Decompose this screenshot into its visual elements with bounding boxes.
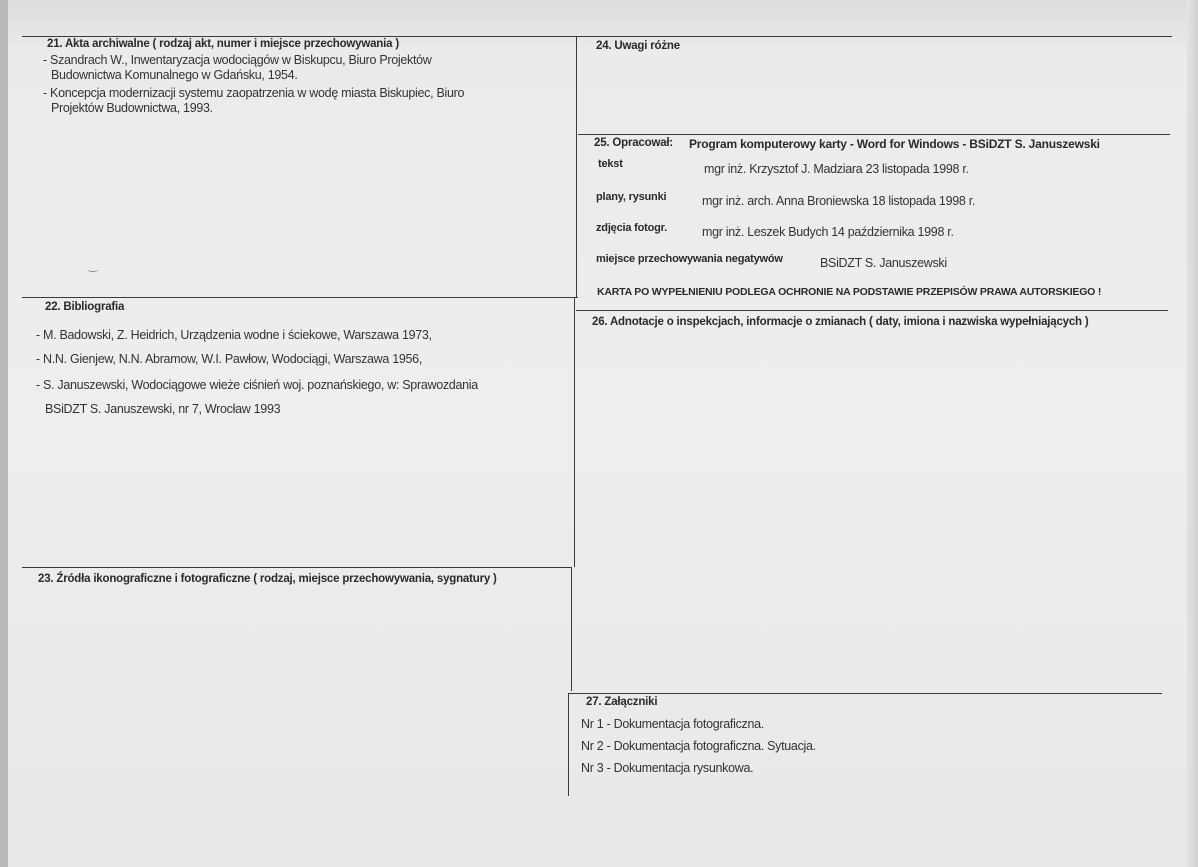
center-divider-lower xyxy=(571,567,572,691)
negatives-location-value: BSiDZT S. Januszewski xyxy=(820,256,947,270)
author-label-text: tekst xyxy=(598,158,623,170)
section-25-title: 25. Opracował: xyxy=(594,137,674,149)
author-value-text: mgr inż. Krzysztof J. Madziara 23 listopada 1998 r. xyxy=(704,162,969,176)
section-23-title: 23. Źródła ikonograficzne i fotograficzne ( rodzaj, miejsce przechowywania, sygnatury ) xyxy=(38,573,497,585)
section-26-title: 26. Adnotacje o inspekcjach, informacje o zmianach ( daty, imiona i nazwiska wypełniających ) xyxy=(592,316,1089,328)
card-right-edge xyxy=(1186,0,1198,867)
author-label-plans: plany, rysunki xyxy=(596,191,667,203)
archive-entry-line: - Szandrach W., Inwentaryzacja wodociągów w Biskupcu, Biuro Projektów xyxy=(43,53,432,67)
rule-25-26 xyxy=(576,310,1168,311)
section-22-title: 22. Bibliografia xyxy=(45,301,125,313)
author-value-plans: mgr inż. arch. Anna Broniewska 18 listopada 1998 r. xyxy=(702,194,976,208)
rule-24-25 xyxy=(578,134,1170,135)
rule-21-22 xyxy=(22,297,578,298)
bibliography-entry: - S. Januszewski, Wodociągowe wieże ciśnień woj. poznańskiego, w: Sprawozdania xyxy=(36,378,478,392)
top-rule xyxy=(22,36,1172,37)
archive-entry-line: - Koncepcja modernizacji systemu zaopatrzenia w wodę miasta Biskupiec, Biuro xyxy=(43,86,465,100)
center-divider-bottom xyxy=(568,693,569,796)
archive-entry-line: Budownictwa Komunalnego w Gdańsku, 1954. xyxy=(51,68,298,82)
bibliography-entry: BSiDZT S. Januszewski, nr 7, Wrocław 1993 xyxy=(45,402,281,416)
bibliography-entry: - M. Badowski, Z. Heidrich, Urządzenia wodne i ściekowe, Warszawa 1973, xyxy=(36,328,432,342)
rule-26-27 xyxy=(568,693,1162,694)
center-divider-upper xyxy=(576,36,577,298)
section-21-title: 21. Akta archiwalne ( rodzaj akt, numer i miejsce przechowywania ) xyxy=(47,38,399,50)
rule-22-23 xyxy=(22,567,572,568)
section-27-title: 27. Załączniki xyxy=(586,696,658,708)
author-label-photos: zdjęcia fotogr. xyxy=(596,222,667,234)
author-value-photos: mgr inż. Leszek Budych 14 października 1998 r. xyxy=(702,225,954,239)
card-left-edge xyxy=(0,0,8,867)
paper-mark: ‿ xyxy=(88,258,98,272)
section-24-title: 24. Uwagi różne xyxy=(596,40,680,52)
archive-entry-line: Projektów Budownictwa, 1993. xyxy=(51,101,213,115)
program-info: Program komputerowy karty - Word for Windows - BSiDZT S. Januszewski xyxy=(689,137,1100,151)
attachment-item: Nr 3 - Dokumentacja rysunkowa. xyxy=(581,761,754,775)
bibliography-entry: - N.N. Gienjew, N.N. Abramow, W.I. Pawłow, Wodociągi, Warszawa 1956, xyxy=(36,352,423,366)
copyright-notice: KARTA PO WYPEŁNIENIU PODLEGA OCHRONIE NA PODSTAWIE PRZEPISÓW PRAWA AUTORSKIEGO ! xyxy=(597,286,1102,298)
center-divider-middle xyxy=(574,297,575,567)
negatives-location-label: miejsce przechowywania negatywów xyxy=(596,253,783,265)
attachment-item: Nr 1 - Dokumentacja fotograficzna. xyxy=(581,717,764,731)
attachment-item: Nr 2 - Dokumentacja fotograficzna. Sytuacja. xyxy=(581,739,816,753)
